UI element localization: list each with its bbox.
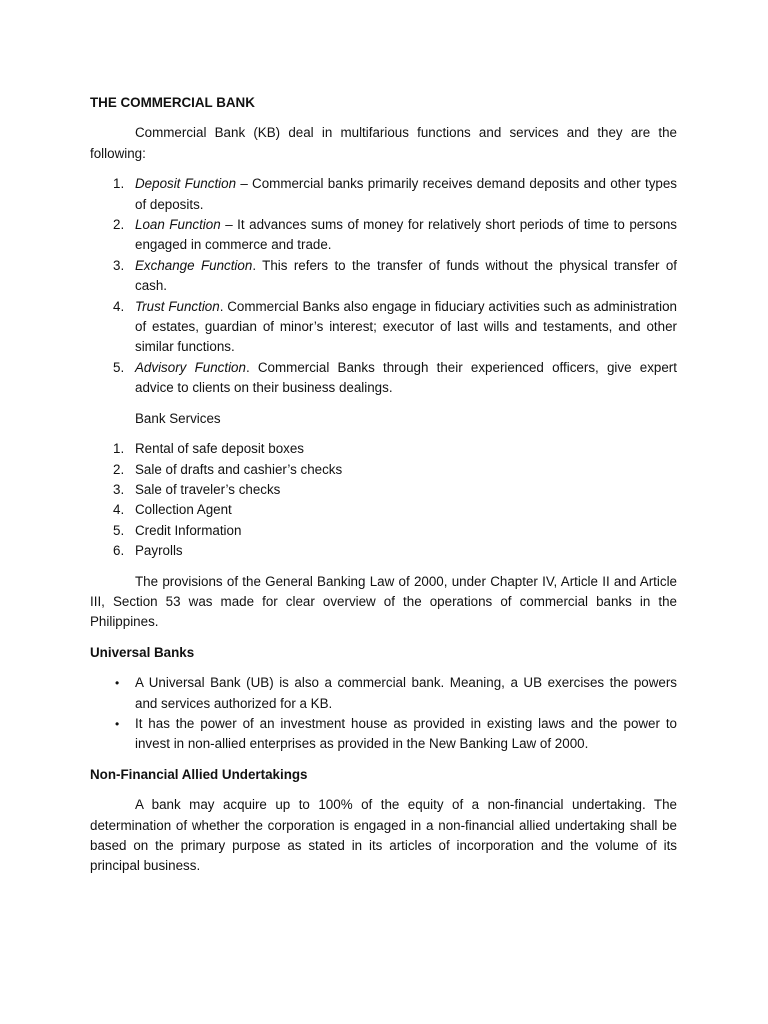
list-number: 5. [113, 522, 125, 538]
service-text: Collection Agent [135, 502, 232, 518]
service-item [90, 521, 677, 541]
list-number: 1. [113, 441, 125, 457]
function-item [90, 358, 677, 399]
function-text: . Commercial Banks also engage in fiduciary activities such as administration of estates, guardian of minor’s interest; executor of last wills and testaments, and other similar functions. [135, 298, 677, 355]
list-number: 3. [113, 481, 125, 497]
document-page [90, 93, 677, 887]
service-item [90, 541, 677, 561]
universal-banks-list [90, 673, 677, 755]
intro-paragraph: Commercial Bank (KB) deal in multifarious functions and services and they are the following: [90, 125, 677, 161]
bullet-icon: • [115, 716, 120, 731]
list-number: 4. [113, 502, 125, 518]
list-number: 4. [113, 298, 125, 314]
function-term: Trust Function [135, 298, 220, 314]
function-item [90, 215, 677, 256]
list-number: 5. [113, 359, 125, 375]
service-text: Payrolls [135, 543, 183, 559]
list-number: 3. [113, 257, 125, 273]
list-number: 2. [113, 461, 125, 477]
functions-list [90, 174, 677, 398]
universal-banks-heading: Universal Banks [90, 644, 195, 660]
function-item [90, 174, 677, 215]
bullet-text: A Universal Bank (UB) is also a commercial bank. Meaning, a UB exercises the powers and services authorized for a KB. [135, 675, 677, 711]
services-list [90, 439, 677, 561]
function-term: Deposit Function [135, 176, 237, 192]
document-title: THE COMMERCIAL BANK [90, 95, 255, 110]
bullet-item [90, 714, 677, 755]
function-text: – Commercial banks primarily receives demand deposits and other types of deposits. [135, 176, 677, 212]
bank-services-heading: Bank Services [135, 410, 221, 426]
service-text: Credit Information [135, 522, 242, 538]
service-text: Sale of traveler’s checks [135, 481, 281, 497]
list-number: 1. [113, 176, 125, 192]
function-item [90, 256, 677, 297]
non-financial-heading: Non-Financial Allied Undertakings [90, 766, 308, 782]
list-number: 2. [113, 217, 125, 233]
function-item [90, 297, 677, 358]
service-item [90, 439, 677, 459]
function-term: Advisory Function [135, 359, 246, 375]
service-text: Sale of drafts and cashier’s checks [135, 461, 343, 477]
service-item [90, 480, 677, 500]
service-text: Rental of safe deposit boxes [135, 441, 304, 457]
function-term: Loan Function [135, 217, 221, 233]
function-text: – It advances sums of money for relatively short periods of time to persons engaged in commerce and trade. [135, 217, 677, 253]
function-text: . This refers to the transfer of funds without the physical transfer of cash. [135, 257, 677, 294]
bullet-item [90, 673, 677, 714]
function-term: Exchange Function [135, 257, 253, 273]
list-number: 6. [113, 543, 125, 559]
bullet-text: It has the power of an investment house as provided in existing laws and the power to invest in non-allied enterprises as provided in the New Banking Law of 2000. [135, 715, 677, 752]
non-financial-paragraph: A bank may acquire up to 100% of the equity of a non-financial undertaking. The determination of whether the corporation is engaged in a non-financial allied undertaking shall be based on the primary purpose as stated in its articles of incorporation and the volume of its principal business. [90, 797, 677, 874]
function-text: . Commercial Banks through their experienced officers, give expert advice to clients on their business dealings. [135, 359, 677, 396]
provisions-paragraph: The provisions of the General Banking Law of 2000, under Chapter IV, Article II and Article III, Section 53 was made for clear overview of the operations of commercial banks in the Philippines. [90, 573, 677, 630]
service-item [90, 460, 677, 480]
service-item [90, 500, 677, 520]
bullet-icon: • [115, 676, 120, 691]
